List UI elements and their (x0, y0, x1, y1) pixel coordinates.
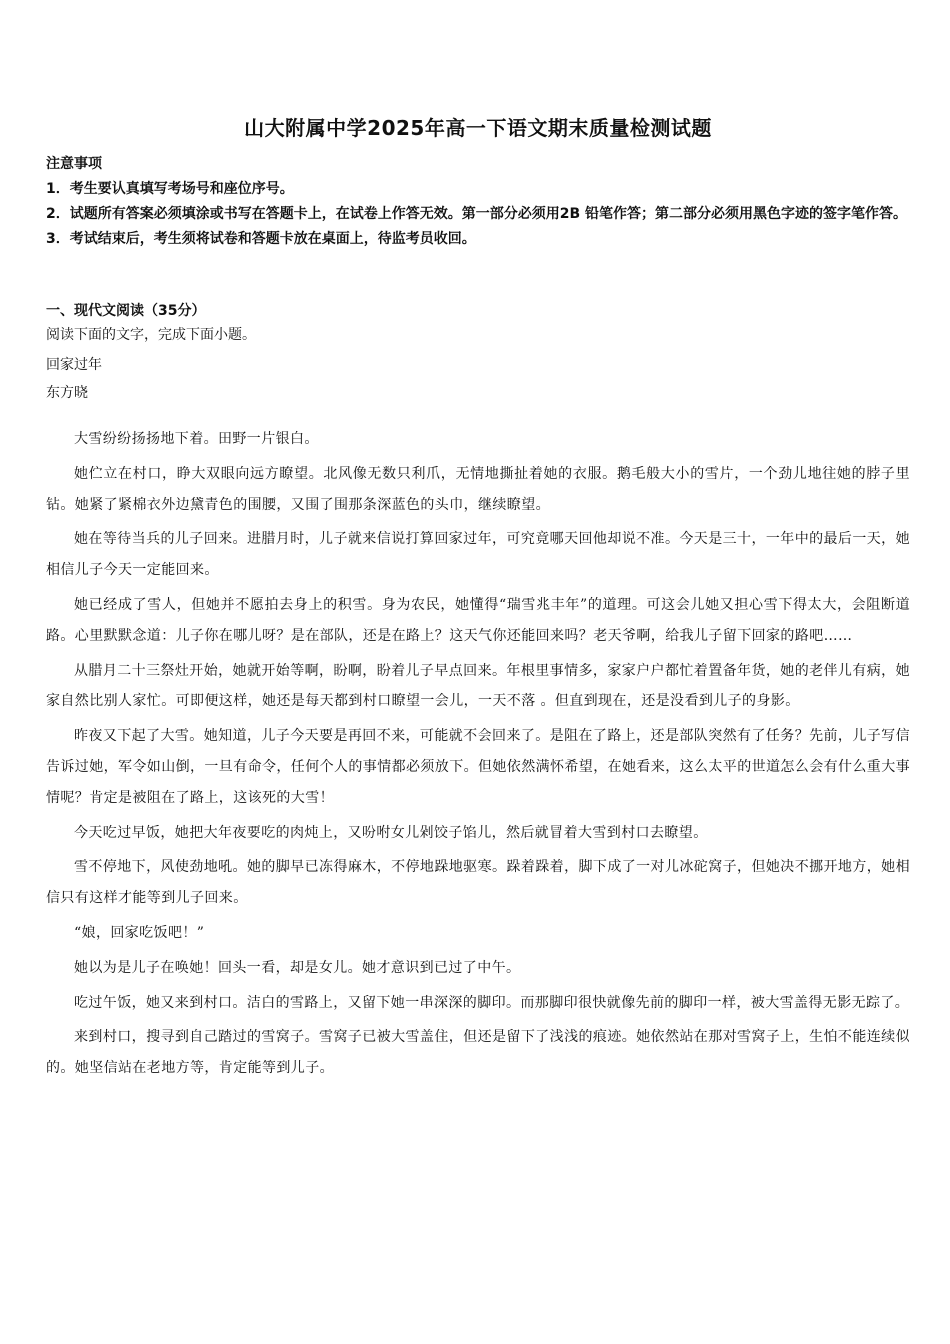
paragraph: 吃过午饭，她又来到村口。洁白的雪路上，又留下她一串深深的脚印。而那脚印很快就像先前的脚印一样，被大雪盖得无影无踪了。 (74, 994, 910, 1011)
paragraph: 来到村口，搜寻到自己踏过的雪窝子。雪窝子已被大雪盖住，但还是留下了浅浅的痕迹。她依然站在那对雪窝子上，生怕不能连续似的。她坚信站在老地方等，肯定能等到儿子。 (46, 1029, 910, 1077)
article-author: 东方晓 (46, 385, 88, 401)
notice-block (46, 152, 910, 252)
paragraph: 从腊月二十三祭灶开始，她就开始等啊，盼啊，盼着儿子早点回来。年根里事情多，家家户户都忙着置备年货，她的老伴儿有病，她家自然比别人家忙。可即便这样，她还是每天都到村口瞭望一会儿，一天不落 。但直到现在，还是没看到儿子的身影。 (46, 662, 910, 710)
paragraph: “娘，回家吃饭吧！” (74, 924, 205, 941)
notice-item: 2．试题所有答案必须填涂或书写在答题卡上，在试卷上作答无效。第一部分必须用2B 铅笔作答；第二部分必须用黑色字迹的签字笔作答。 (46, 206, 908, 222)
paragraph: 她以为是儿子在唤她！回头一看，却是女儿。她才意识到已过了中午。 (74, 959, 521, 976)
article-body (46, 424, 910, 1088)
section-instruction: 阅读下面的文字，完成下面小题。 (46, 327, 256, 343)
paragraph: 昨夜又下起了大雪。她知道，儿子今天要是再回不来，可能就不会回来了。是阻在了路上，还是部队突然有了任务？先前，儿子写信告诉过她，军令如山倒，一旦有命令，任何个人的事情都必须放下。但她依然满怀希望，在她看来，这么太平的世道怎么会有什么重大事情呢？肯定是被阻在了路上，这该死的大雪！ (46, 728, 910, 806)
paragraph: 今天吃过早饭，她把大年夜要吃的肉炖上，又吩咐女儿剁饺子馅儿，然后就冒着大雪到村口去瞭望。 (74, 824, 708, 841)
section-heading: 一、现代文阅读（35分） (46, 303, 206, 319)
paragraph: 雪不停地下，风使劲地吼。她的脚早已冻得麻木，不停地跺地驱寒。跺着跺着，脚下成了一对儿冰砣窝子，但她决不挪开地方，她相信只有这样才能等到儿子回来。 (46, 859, 910, 907)
notice-item: 1．考生要认真填写考场号和座位序号。 (46, 181, 294, 197)
paragraph: 她伫立在村口，睁大双眼向远方瞭望。北风像无数只利爪，无情地撕扯着她的衣服。鹅毛般大小的雪片，一个劲儿地往她的脖子里钻。她紧了紧棉衣外边黛青色的围腰，又围了围那条深蓝色的头巾，继续瞭望。 (46, 465, 910, 513)
exam-title: 山大附属中学2025年高一下语文期末质量检测试题 (244, 116, 712, 140)
article-title: 回家过年 (46, 357, 102, 373)
paragraph: 她已经成了雪人，但她并不愿拍去身上的积雪。身为农民，她懂得“瑞雪兆丰年”的道理。可这会儿她又担心雪下得太大，会阻断道路。心里默默念道：儿子你在哪儿呀？是在部队，还是在路上？这天气你还能回来吗？老天爷啊，给我儿子留下回家的路吧…… (46, 596, 910, 644)
paragraph: 她在等待当兵的儿子回来。进腊月时，儿子就来信说打算回家过年，可究竟哪天回他却说不准。今天是三十，一年中的最后一天，她相信儿子今天一定能回来。 (46, 531, 910, 579)
reading-section (46, 300, 910, 406)
notice-item: 3．考试结束后，考生须将试卷和答题卡放在桌面上，待监考员收回。 (46, 231, 476, 247)
paragraph: 大雪纷纷扬扬地下着。田野一片银白。 (74, 431, 319, 447)
notice-heading: 注意事项 (46, 156, 102, 172)
